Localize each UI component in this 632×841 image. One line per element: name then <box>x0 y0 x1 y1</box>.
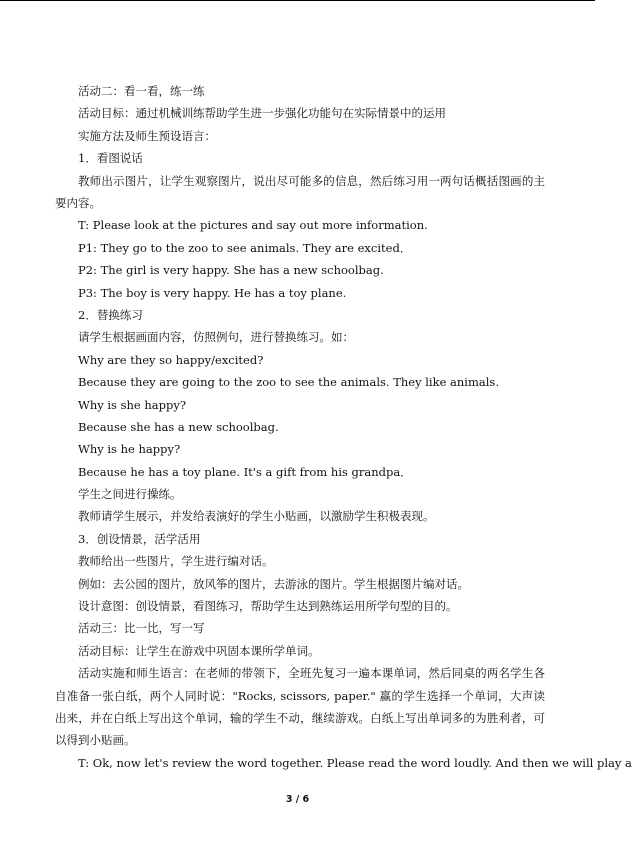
step-3-example: 例如：去公园的图片，放风筝的图片，去游泳的图片。学生根据图片编对话。 <box>78 576 469 591</box>
example-question-2: Why is she happy? <box>78 397 187 412</box>
heading-activity-three: 活动三：比一比，写一写 <box>78 621 205 636</box>
example-answer-2: Because she has a new schoolbag. <box>78 419 279 434</box>
activity-two-goal: 活动目标：通过机械训练帮助学生进一步强化功能句在实际情景中的运用 <box>78 106 446 121</box>
example-answer-3: Because he has a toy plane. It's a gift from his grandpa． <box>78 464 412 479</box>
dialogue-line-p3: P3: The boy is very happy. He has a toy plane. <box>78 285 347 300</box>
step-1-paragraph: 教师出示图片，让学生观察图片，说出尽可能多的信息，然后练习用一两句话概括图画的主要内容。 <box>55 173 545 210</box>
heading-activity-two: 活动二：看一看，练一练 <box>78 84 205 98</box>
teacher-reward: 教师请学生展示，并发给表演好的学生小贴画，以激励学生积极表现。 <box>78 509 435 524</box>
page-number: 3 / 6 <box>285 794 310 805</box>
closing-dialogue-line: T: Ok, now let's review the word together. Please read the word loudly. And then we will play a <box>78 755 632 770</box>
step-1-heading: 1．看图说话 <box>78 151 143 166</box>
step-3-instruction: 教师给出一些图片，学生进行编对话。 <box>78 554 274 569</box>
example-question-3: Why is he happy? <box>78 442 181 457</box>
step-2-heading: 2．替换练习 <box>78 307 143 322</box>
step-3-heading: 3．创设情景，活学活用 <box>78 531 201 546</box>
activity-three-paragraph: 活动实施和师生语言：在老师的带领下，全班先复习一遍本课单词，然后同桌的两名学生各自准备一张白纸，两个人同时说："Rocks, scissors, paper." 赢的学生选择一个单词，大声读出来，并在白纸上写出这个单词，输的学生不动，继续游戏。白纸上写出单词多的为胜利者，可以得到小贴画。 <box>55 666 545 748</box>
method-heading: 实施方法及师生预设语言： <box>78 128 216 143</box>
example-question-1: Why are they so happy/excited? <box>78 352 264 367</box>
step-2-instruction: 请学生根据画面内容，仿照例句，进行替换练习。如： <box>78 330 354 345</box>
activity-three-goal: 活动目标：让学生在游戏中巩固本课所学单词。 <box>78 643 320 658</box>
document-body <box>55 80 632 774</box>
dialogue-line-p1: P1: They go to the zoo to see animals. They are excited． <box>78 240 412 255</box>
dialogue-line-p2: P2: The girl is very happy. She has a new schoolbag. <box>78 263 384 278</box>
dialogue-line-t: T: Please look at the pictures and say out more information. <box>78 218 428 233</box>
student-practice: 学生之间进行操练。 <box>78 487 182 502</box>
header-rule <box>0 0 595 1</box>
design-intent: 设计意图：创设情景，看图练习，帮助学生达到熟练运用所学句型的目的。 <box>78 599 458 614</box>
example-answer-1: Because they are going to the zoo to see the animals. They like animals. <box>78 375 499 390</box>
